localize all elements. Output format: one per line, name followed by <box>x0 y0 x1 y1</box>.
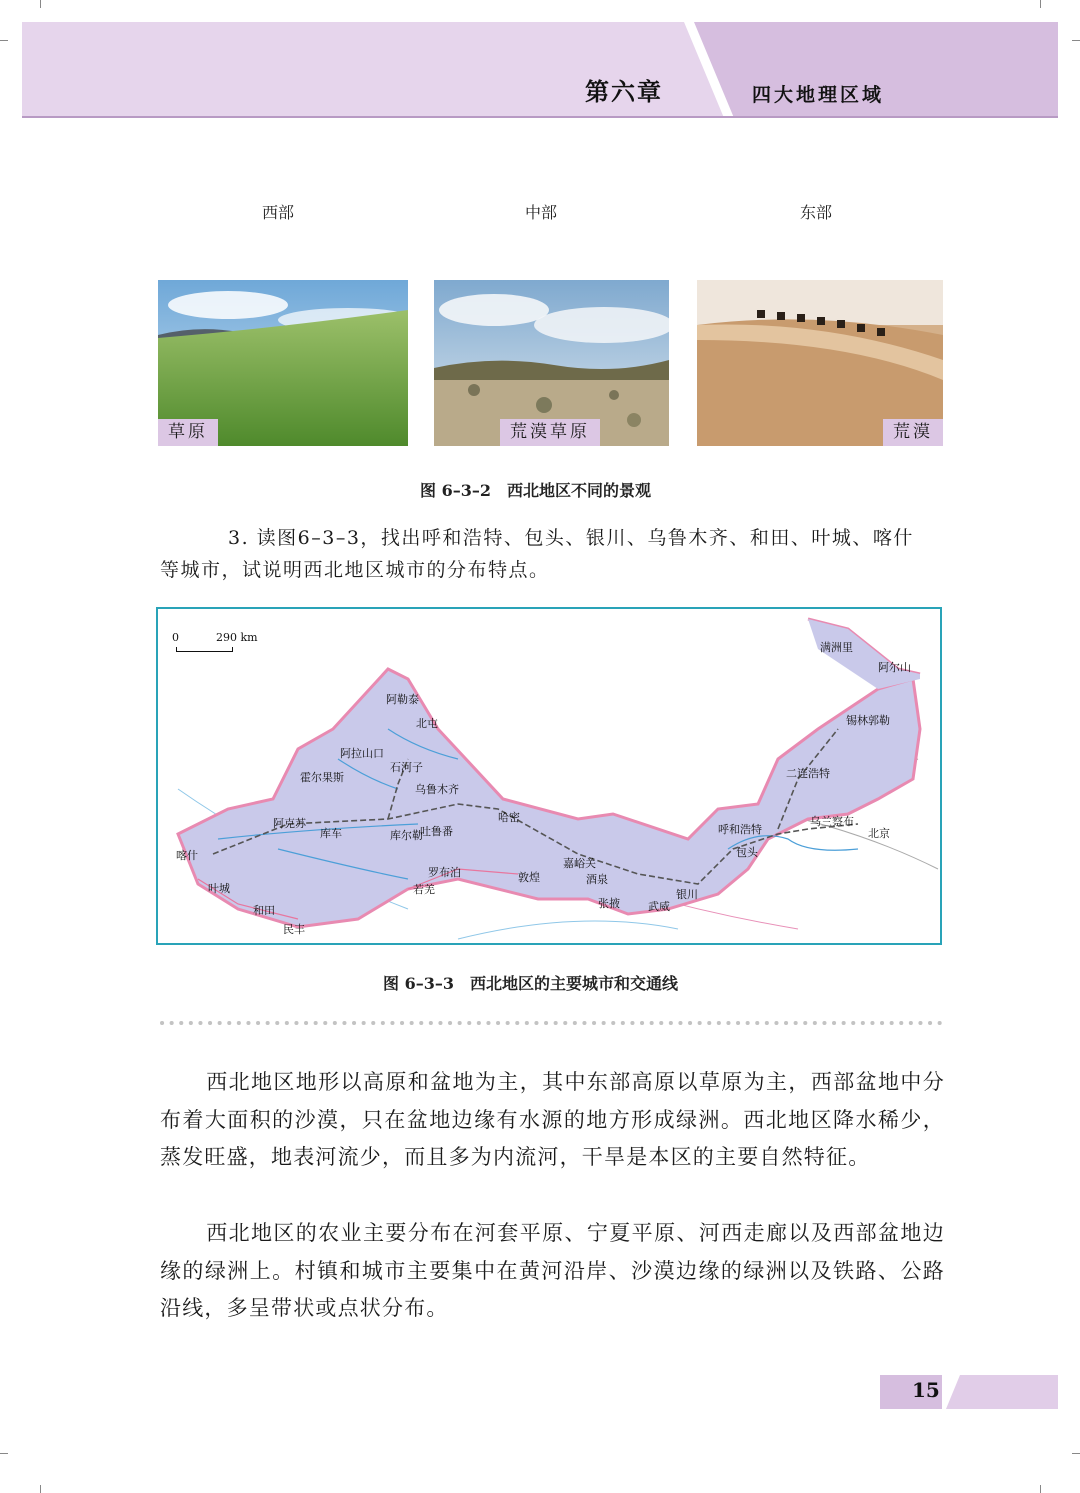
city-label: 阿勒泰 <box>386 693 419 706</box>
city-label: 满洲里 <box>820 641 853 654</box>
photo-tag-desert: 荒漠 <box>883 419 943 446</box>
city-label: 敦煌 <box>518 871 540 884</box>
body-paragraph-2 <box>160 1215 945 1328</box>
chapter-header-band <box>22 22 1058 118</box>
city-label: 和田 <box>253 904 275 917</box>
page-number-band <box>880 1375 1058 1409</box>
city-label: 霍尔果斯 <box>300 771 344 784</box>
desert-steppe-photo <box>434 280 669 446</box>
scale-distance: 290 km <box>216 631 258 644</box>
city-label: 张掖 <box>598 897 620 910</box>
body-paragraph-1 <box>160 1064 945 1177</box>
city-label: 包头 <box>736 846 758 859</box>
question-text <box>160 522 925 586</box>
section-title: 四大地理区域 <box>752 84 885 106</box>
city-label: 阿克苏 <box>273 817 306 830</box>
crop-mark <box>1040 1485 1041 1493</box>
city-label: 石河子 <box>390 761 423 774</box>
region-label-east: 东部 <box>800 203 833 222</box>
photo-tag-grassland: 草原 <box>158 419 218 446</box>
city-label: 北京 <box>868 827 890 840</box>
region-label-west: 西部 <box>262 203 295 222</box>
city-label: 武威 <box>648 900 670 913</box>
city-label: 酒泉 <box>586 873 608 886</box>
dotted-divider <box>160 1020 943 1026</box>
grassland-photo <box>158 280 408 446</box>
city-label: 乌鲁木齐 <box>415 783 459 796</box>
city-label: 呼和浩特 <box>718 823 762 836</box>
city-label: 阿尔山 <box>878 661 911 674</box>
crop-mark <box>1072 40 1080 41</box>
paragraph-text: 西北地区的农业主要分布在河套平原、宁夏平原、河西走廊以及西部盆地边缘的绿洲上。村镇和城市主要集中在黄河沿岸、沙漠边缘的绿洲以及铁路、公路沿线，多呈带状或点状分布。 <box>160 1221 945 1320</box>
city-label: 若羌 <box>413 883 435 896</box>
city-label: 北屯 <box>416 717 438 730</box>
city-label: 哈密 <box>498 811 520 824</box>
desert-camel-photo <box>697 280 943 446</box>
scale-bar <box>176 647 233 652</box>
region-label-central: 中部 <box>525 203 558 222</box>
photo-tag-desert-steppe: 荒漠草原 <box>500 419 600 446</box>
chapter-title: 第六章 <box>585 77 663 106</box>
figure-caption-landscape: 图 6–3–2 西北地区不同的景观 <box>420 481 651 500</box>
city-label: 民丰 <box>283 923 305 936</box>
page-number: 15 <box>912 1378 940 1402</box>
crop-mark <box>40 0 41 8</box>
city-label: 嘉峪关 <box>563 857 596 870</box>
crop-mark <box>0 1453 8 1454</box>
city-label: 库尔勒 <box>390 829 423 842</box>
crop-mark <box>1072 1453 1080 1454</box>
city-label: 银川 <box>676 888 698 901</box>
scale-zero: 0 <box>172 631 179 644</box>
city-label: 吐鲁番 <box>420 825 453 838</box>
crop-mark <box>40 1485 41 1493</box>
figure-caption-map: 图 6–3–3 西北地区的主要城市和交通线 <box>383 974 678 993</box>
northwest-map <box>156 607 942 945</box>
question-body: 3. 读图6–3–3，找出呼和浩特、包头、银川、乌鲁木齐、和田、叶城、喀什等城市，试说明西北地区城市的分布特点。 <box>160 527 914 581</box>
city-label: 库车 <box>320 827 342 840</box>
city-label: 乌兰察布 <box>810 815 854 828</box>
city-label: 喀什 <box>176 849 198 862</box>
region-shape <box>178 669 920 927</box>
crop-mark <box>0 40 8 41</box>
city-label: 二连浩特 <box>786 767 830 780</box>
city-label: 罗布泊 <box>428 866 461 879</box>
city-label: 锡林郭勒 <box>846 714 890 727</box>
paragraph-text: 西北地区地形以高原和盆地为主，其中东部高原以草原为主，西部盆地中分布着大面积的沙漠，只在盆地边缘有水源的地方形成绿洲。西北地区降水稀少，蒸发旺盛，地表河流少，而且多为内流河，干旱是本区的主要自然特征。 <box>160 1070 945 1169</box>
crop-mark <box>1040 0 1041 8</box>
city-label: 叶城 <box>208 882 230 895</box>
city-label: 阿拉山口 <box>340 747 384 760</box>
